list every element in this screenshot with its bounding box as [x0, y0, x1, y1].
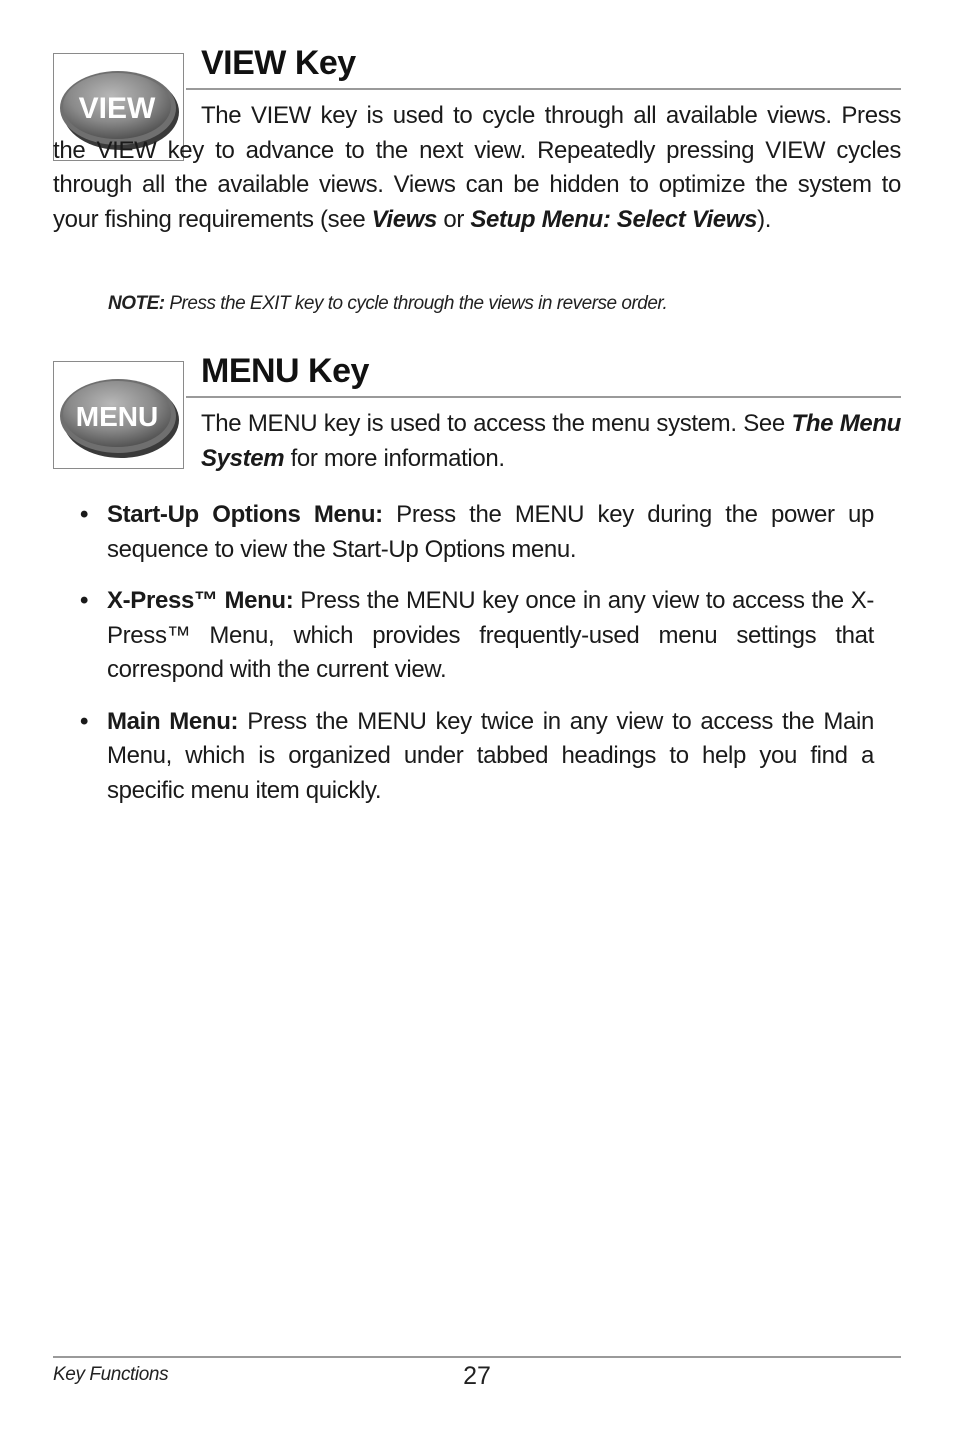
list-item [78, 498, 874, 567]
menu-system-reference: The Menu System [201, 410, 901, 472]
menu-key-description: The MENU key is used to access the menu system. See The Menu System for more information. [201, 410, 901, 472]
list-item-text: Press the MENU key twice in any view to access the Main Menu, which is organized under tabbed headings to help you find a specific menu item quickly. [107, 707, 874, 804]
list-item-text: Press the MENU key once in any view to access the X-Press™ Menu, which provides frequently-used menu settings that correspond with the current view. [107, 587, 874, 683]
footer-section-name: Key Functions [53, 1364, 169, 1385]
svg-text:MENU: MENU [75, 401, 159, 432]
footer-rule [53, 1356, 901, 1358]
page-number: 27 [463, 1362, 491, 1390]
setup-menu-reference: Setup Menu: Select Views [470, 205, 758, 233]
note-label: NOTE: [108, 293, 165, 314]
list-item-text: Press the MENU key during the power up sequence to view the Start-Up Options menu. [107, 501, 875, 563]
views-reference: Views [371, 205, 438, 233]
view-key-description: The VIEW key is used to cycle through all available views. Press the VIEW key to advance to the next view. Repeatedly pressing VIEW cycles through all the available views. Views can be hidden to optimize the system to your fishing requirements (see Views or Setup Menu: Select Views). [53, 102, 901, 233]
menu-key-heading: MENU Key [201, 352, 369, 390]
menu-options-list [78, 498, 874, 825]
list-item [78, 705, 874, 809]
view-key-heading: VIEW Key [201, 44, 356, 82]
list-item-label: Main Menu: [107, 707, 239, 735]
menu-key-image [53, 361, 184, 469]
list-item-label: X-Press™ Menu: [107, 587, 294, 614]
bullet-icon: • [80, 501, 89, 528]
view-heading-rule [186, 88, 901, 90]
list-item-label: Start-Up Options Menu: [107, 501, 383, 528]
bullet-icon: • [80, 587, 89, 614]
view-note: NOTE: Press the EXIT key to cycle through the views in reverse order. [108, 293, 668, 314]
svg-text:VIEW: VIEW [78, 92, 156, 125]
menu-key-button-icon [54, 362, 183, 468]
menu-heading-rule [186, 396, 901, 398]
list-item [78, 584, 874, 688]
bullet-icon: • [80, 707, 89, 735]
